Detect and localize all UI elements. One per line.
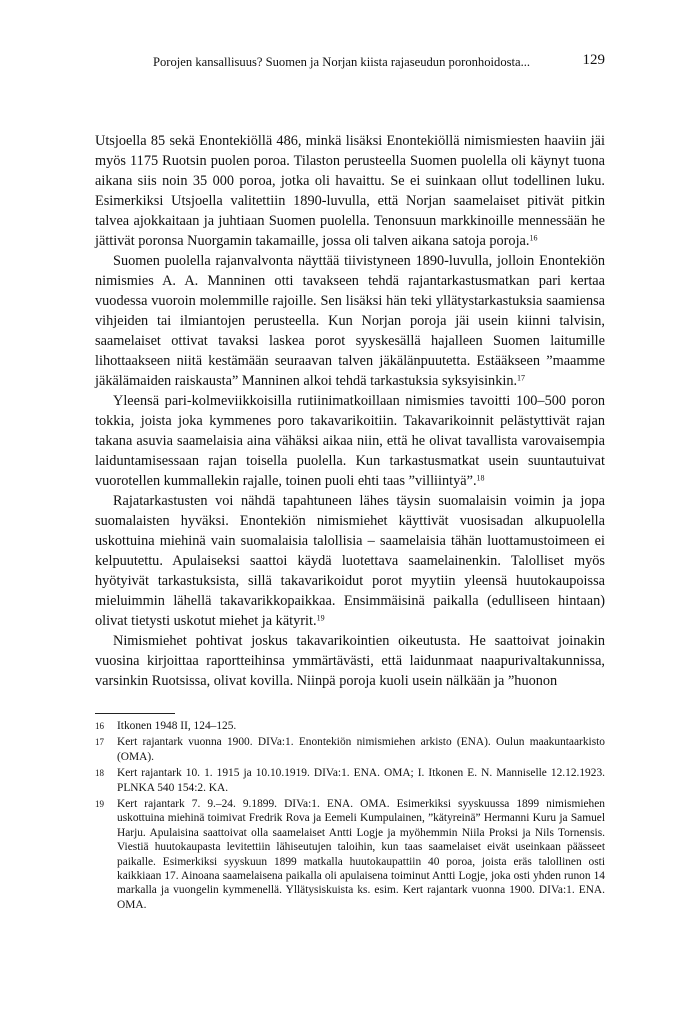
- main-text: [95, 131, 605, 691]
- footnote-number: 16: [95, 721, 104, 731]
- footnote-ref[interactable]: 16: [529, 233, 538, 243]
- running-header: [95, 52, 605, 70]
- paragraph-text: Utsjoella 85 sekä Enontekiöllä 486, minkä lisäksi Enontekiöllä nimismiesten haaviin jäi myös 1175 Ruotsin puolen poroa. Tilaston perusteella Suomen puolella oli käynyt tuona aikana siis noin 35 000 poroa, jotka oli havaittu. Se ei suinkaan ollut todellinen luku. Esimerkiksi Utsjoella valitettiin 1890-luvulla, että Norjan saamelaiset pitivät pitkin talvea ajokkaitaan ja juhtiaan Suomen puolella. Tenonsuun markkinoille mennessään he jättivät poronsa Nuorgamin takamaille, jossa oli talven aikana satoja poroja.: [95, 133, 605, 249]
- footnote-divider: [95, 713, 175, 714]
- footnote-ref[interactable]: 17: [517, 373, 526, 383]
- paragraph-4: [95, 491, 605, 631]
- running-title: Porojen kansallisuus? Suomen ja Norjan kiista rajaseudun poronhoidosta...: [153, 55, 531, 69]
- page-number: 129: [582, 52, 605, 68]
- footnote-18: [95, 766, 605, 795]
- paragraph-1: [95, 131, 605, 251]
- paragraph-text: Yleensä pari-kolmeviikkoisilla rutiinimatkoillaan nimismies tavoitti 100–500 poron tokkia, joista joka kymmenes poro takavarikoitiin. Takavarikoinnit pelästyttivät rajan takana asuvia saamelaisia aina vähäksi aikaa niin, että he olivat tavallista varovaisempia laiduntamisessaan rajan toisella puolella. Kun tarkastusmatkat usein suuntautuivat vuorotellen kummallekin rajalle, toinen puoli ehti taas ”villiintyä”.: [95, 393, 605, 489]
- footnote-text: Kert rajantark vuonna 1900. DIVa:1. Enontekiön nimismiehen arkisto (ENA). Oulun maakuntaarkisto (OMA).: [117, 736, 605, 763]
- footnote-number: 19: [95, 799, 104, 810]
- footnote-16: [95, 719, 605, 733]
- footnote-text: Kert rajantark 10. 1. 1915 ja 10.10.1919. DIVa:1. ENA. OMA; I. Itkonen E. N. Manniselle 12.12.1923. PLNKA 540 154:2. KA.: [117, 767, 605, 794]
- footnote-17: [95, 735, 605, 764]
- footnote-ref[interactable]: 18: [476, 473, 485, 483]
- footnote-ref[interactable]: 19: [316, 613, 325, 623]
- footnote-number: 17: [95, 737, 104, 748]
- footnotes: [95, 719, 605, 914]
- paragraph-text: Nimismiehet pohtivat joskus takavarikointien oikeutusta. He saattoivat joinakin vuosina kirjoittaa raportteihinsa ymmärtävästi, että laidunmaat naapurivaltakunnissa, varsinkin Ruotsissa, olivat kovilla. Niinpä poroja kuoli usein nälkään ja ”huonon: [95, 633, 605, 689]
- footnote-19: [95, 797, 605, 912]
- footnote-number: 18: [95, 768, 104, 779]
- paragraph-5: [95, 631, 605, 691]
- paragraph-2: [95, 251, 605, 391]
- paragraph-text: Suomen puolella rajanvalvonta näyttää tiivistyneen 1890-luvulla, jolloin Enontekiön nimismies A. A. Manninen otti tavakseen tehdä rajantarkastusmatkan pari kertaa vuodessa vuoroin molemmille rajoille. Sen lisäksi hän teki yllätystarkastuksia saamiensa vihjeiden tai ilmiantojen perusteella. Kun Norjan poroja jäi usein kiinni talvisin, saamelaiset ottivat tavaksi laskea porot syyskesällä hajalleen Suomen laitumille lihottaakseen niitä kestämään seuraavan talven jäkälänpuutetta. Estääkseen ”maamme jäkälämaiden raiskausta” Manninen alkoi tehdä tarkastuksia syksyisinkin.: [95, 253, 605, 389]
- paragraph-text: Rajatarkastusten voi nähdä tapahtuneen lähes täysin suomalaisin voimin ja jopa suomalaisten hyväksi. Enontekiön nimismiehet käyttivät vuosisadan alkupuolella uskottuina miehinä vain suomalaisia talollisia – saamelaisia tähän luottamustoimeen ei kelpuutettu. Apulaiseksi saattoi käydä luotettava saamelainenkin. Talolliset myös hyötyivät tarkastuksista, sillä takavarikoidut porot myytiin yleensä huutokaupoissa mieluimmin lähellä takavarikkopaikkaa. Ensimmäisinä paikalla (edulliseen hintaan) olivat tietysti uskotut miehet ja kätyrit.: [95, 493, 605, 629]
- paragraph-3: [95, 391, 605, 491]
- footnote-text: Kert rajantark 7. 9.–24. 9.1899. DIVa:1. ENA. OMA. Esimerkiksi syyskuussa 1899 nimismiehen uskottuina miehinä toimivat Fredrik Rova ja Eemeli Kumpulainen, ”kätyreinä” Hermanni Kuru ja Samuel Harju. Apulaisina saattoivat olla saamelaiset Antti Logje ja myöhemmin Niila Proksi ja Nils Tornensis. Viestiä huutokaupasta levitettiin lähiseutujen taloihin, kun taas saamelaiset eivät useinkaan päässeet paikalle. Esimerkiksi syyskuun 1899 matkalla huutokaupattiin 40 poroa, joista eräs talollinen osti kaikkiaan 17. Ainoana saamelaisena paikalla oli apulaisena toiminut Antti Logje, joka osti yhden runon 14 markalla ja vuongelin kymmenellä. Yllätysiskuista ks. esim. Kert rajantark vuonna 1900. DIVa:1. ENA. OMA.: [117, 798, 605, 911]
- footnote-text: Itkonen 1948 II, 124–125.: [117, 720, 237, 732]
